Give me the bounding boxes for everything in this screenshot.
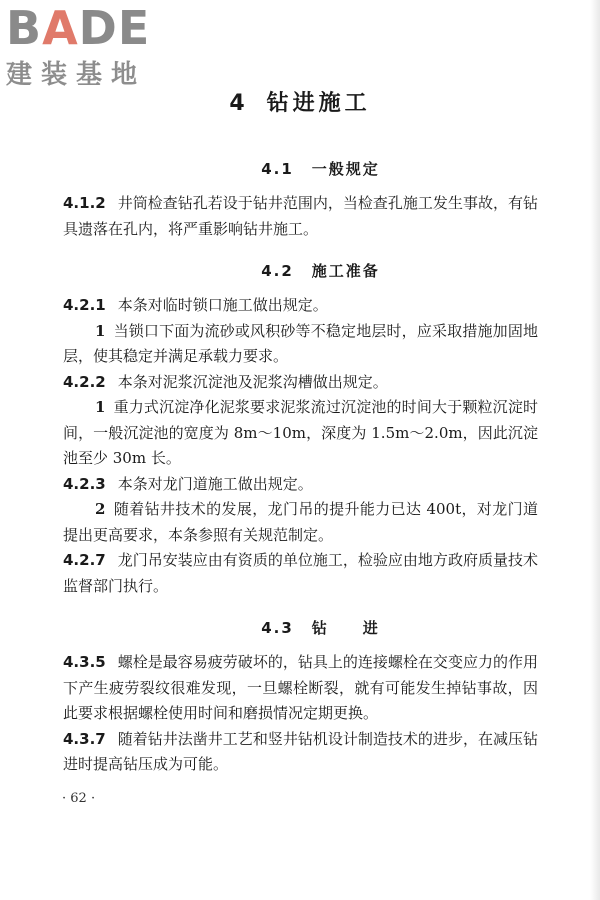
clause-4-2-7: 4.2.7 龙门吊安装应由有资质的单位施工，检验应由地方政府质量技术监督部门执行。	[63, 551, 538, 595]
page-number: · 62 ·	[62, 791, 96, 806]
clause-4-3-5: 4.3.5 螺栓是最容易疲劳破坏的，钻具上的连接螺栓在交变应力的作用下产生疲劳裂纹很难发现，一旦螺栓断裂，就有可能发生掉钻事故，因此要求根据螺栓使用时间和磨损情况定期更换。	[63, 653, 538, 722]
clause-4-2-2: 4.2.2 本条对泥浆沉淀池及泥浆沟槽做出规定。	[63, 372, 388, 391]
logo-cjk-text: 建装基地	[6, 60, 147, 90]
chapter-number: 4	[229, 91, 249, 116]
chapter-title: 钻进施工	[266, 91, 371, 116]
clause-4-2-1: 4.2.1 本条对临时锁口施工做出规定。	[63, 296, 328, 314]
bade-logo	[6, 1, 176, 90]
clause-4-1-2: 4.1.2 井筒检查钻孔若设于钻井范围内，当检查孔施工发生事故，有钻具遗落在孔内，将严重影响钻井施工。	[63, 194, 538, 238]
section-heading-4-2: 4.2 施工准备	[261, 262, 380, 280]
section-heading-4-3: 4.3 钻 进	[261, 619, 380, 637]
clause-4-2-2-item-1: 1 重力式沉淀净化泥浆要求泥浆流过沉淀池的时间大于颗粒沉淀时间，一般沉淀池的宽度为 8m～10m，深度为 1.5m～2.0m，因此沉淀池至少 30m 长。	[63, 398, 538, 467]
section-heading-4-1: 4.1 一般规定	[261, 160, 380, 178]
page-edge-shadow	[590, 0, 600, 900]
clause-4-2-3-item-2: 2 随着钻井技术的发展，龙门吊的提升能力已达 400t，对龙门道提出更高要求，本条参照有关规范制定。	[63, 500, 538, 544]
clause-4-3-7: 4.3.7 随着钻井法凿井工艺和竖井钻机设计制造技术的进步，在减压钻进时提高钻压成为可能。	[63, 729, 538, 773]
clause-4-2-3: 4.2.3 本条对龙门道施工做出规定。	[63, 474, 313, 493]
clause-4-2-1-item-1: 1 当锁口下面为流砂或风积砂等不稳定地层时，应采取措施加固地层，使其稳定并满足承载力要求。	[63, 321, 538, 365]
logo-latin-text: BADE	[6, 1, 151, 55]
chapter-heading	[0, 86, 600, 117]
page-body	[63, 150, 538, 778]
